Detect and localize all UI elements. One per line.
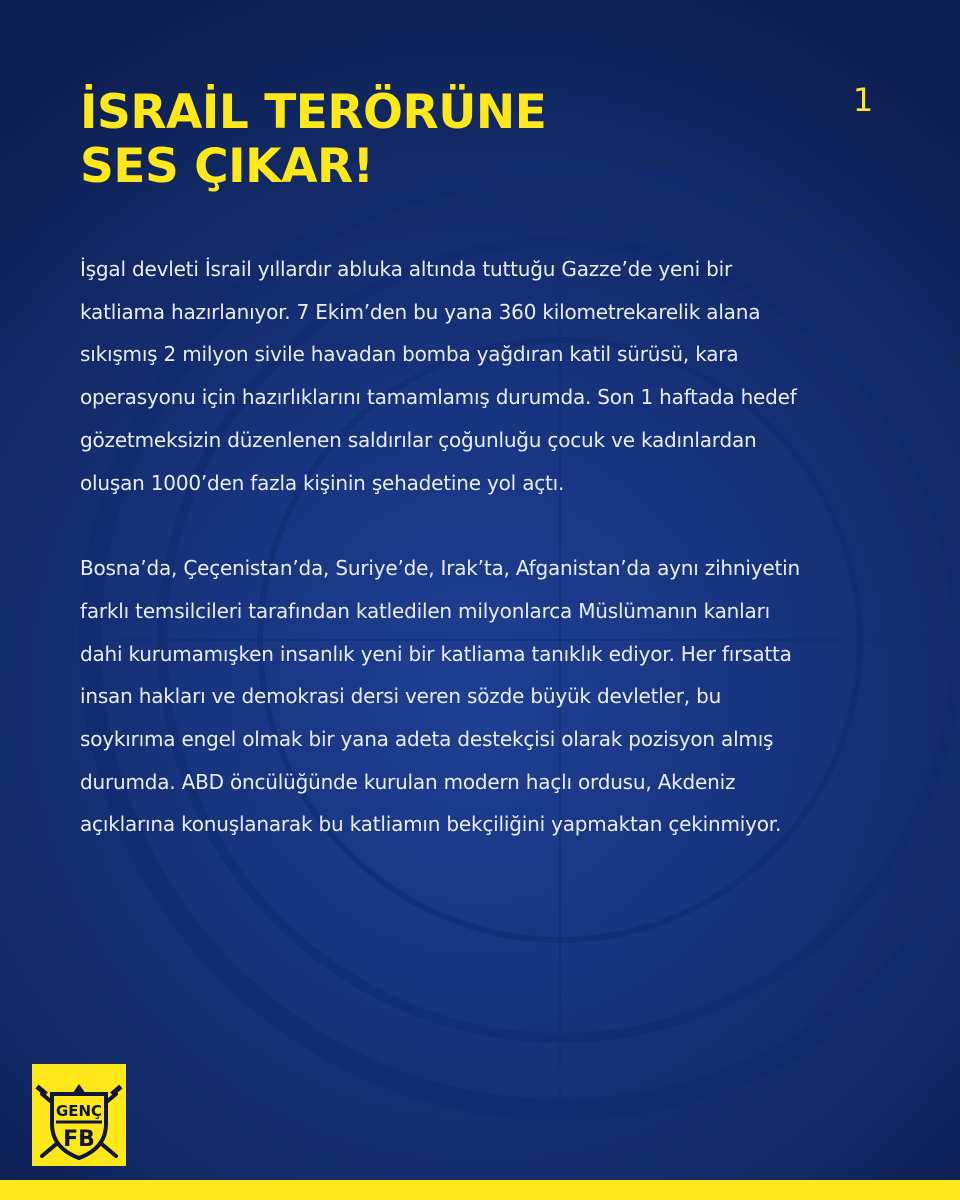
article-body xyxy=(80,248,900,846)
genc-fb-logo xyxy=(32,1064,126,1166)
title-line-2: SES ÇIKAR! xyxy=(80,139,374,194)
text-line: açıklarına konuşlanarak bu katliamın bekçiliğini yapmaktan çekinmiyor. xyxy=(80,812,782,837)
text-line: operasyonu için hazırlıklarını tamamlamış durumda. Son 1 haftada hedef xyxy=(80,385,797,410)
page-title xyxy=(80,86,780,194)
text-line: farklı temsilcileri tarafından katledilen milyonlarca Müslümanın kanları xyxy=(80,598,770,623)
text-line: oluşan 1000’den fazla kişinin şehadetine yol açtı. xyxy=(80,470,565,495)
logo-emblem-icon xyxy=(32,1064,126,1166)
paragraph-1 xyxy=(80,248,900,504)
text-line: gözetmeksizin düzenlenen saldırılar çoğunluğu çocuk ve kadınlardan xyxy=(80,427,757,452)
text-line: dahi kurumamışken insanlık yeni bir katliama tanıklık ediyor. Her fırsatta xyxy=(80,641,792,666)
text-line: Bosna’da, Çeçenistan’da, Suriye’de, Irak’ta, Afganistan’da aynı zihniyetin xyxy=(80,556,800,581)
title-line-1: İSRAİL TERÖRÜNE xyxy=(80,85,547,140)
text-line: insan hakları ve demokrasi dersi veren sözde büyük devletler, bu xyxy=(80,684,722,709)
text-line: soykırıma engel olmak bir yana adeta destekçisi olarak pozisyon almış xyxy=(80,727,774,752)
paragraph-2 xyxy=(80,547,900,846)
text-line: sıkışmış 2 milyon sivile havadan bomba yağdıran katil sürüsü, kara xyxy=(80,342,739,367)
bottom-accent-bar xyxy=(0,1180,960,1200)
text-line: katliama hazırlanıyor. 7 Ekim’den bu yana 360 kilometrekarelik alana xyxy=(80,299,761,324)
text-line: durumda. ABD öncülüğünde kurulan modern haçlı ordusu, Akdeniz xyxy=(80,769,736,794)
logo-line-2: FB xyxy=(63,1127,95,1152)
text-line: İşgal devleti İsrail yıllardır abluka altında tuttuğu Gazze’de yeni bir xyxy=(80,257,732,281)
logo-line-1: GENÇ xyxy=(55,1102,103,1120)
page-number: 1 xyxy=(852,81,874,119)
